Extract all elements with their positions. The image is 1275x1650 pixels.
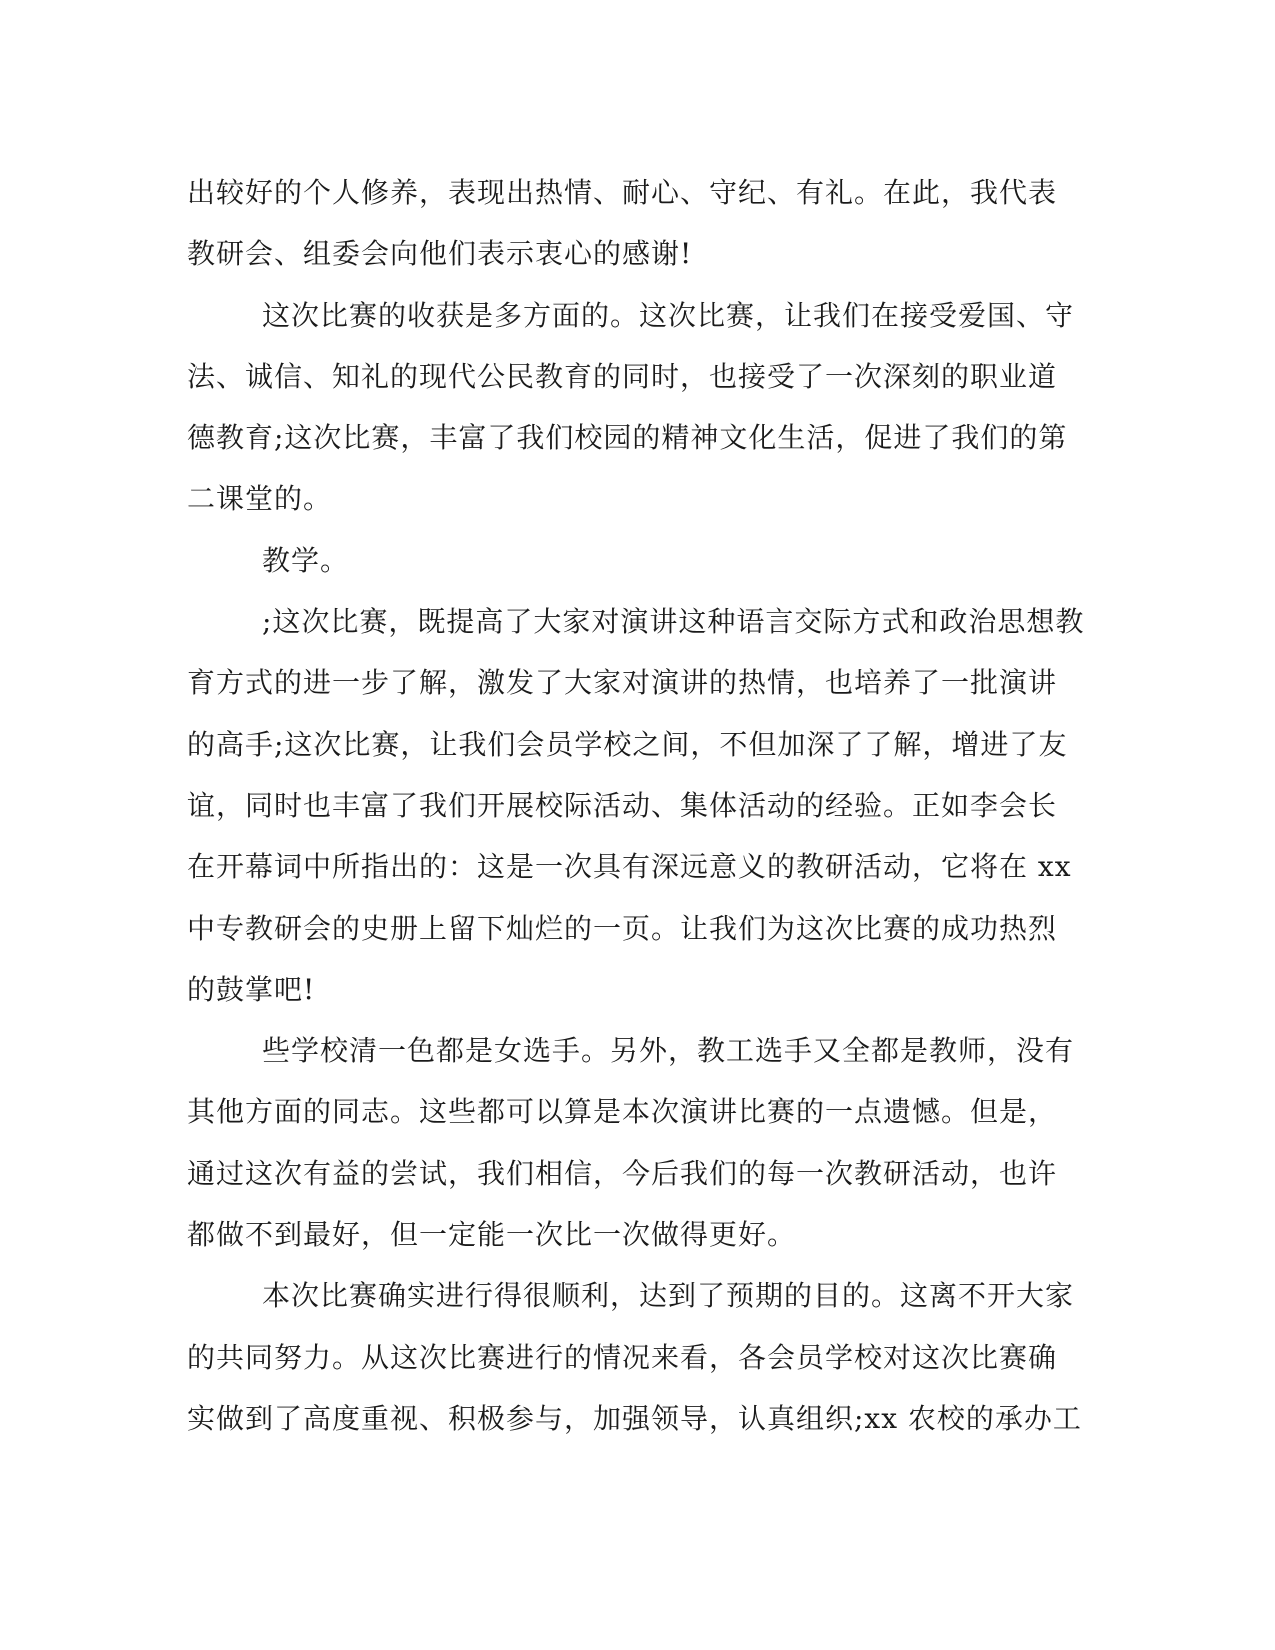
text-line: 都做不到最好，但一定能一次比一次做得更好。: [187, 1218, 797, 1252]
text-line: 本次比赛确实进行得很顺利，达到了预期的目的。这离不开大家: [262, 1279, 1075, 1313]
text-line: 中专教研会的史册上留下灿烂的一页。让我们为这次比赛的成功热烈: [187, 911, 1058, 945]
document-body: [187, 162, 1087, 1449]
text-line: 教学。: [262, 543, 350, 577]
paragraph: [187, 162, 1087, 285]
text-line: 出较好的个人修养，表现出热情、耐心、守纪、有礼。在此，我代表: [187, 176, 1058, 209]
paragraph: [187, 1020, 1087, 1265]
text-line: 教研会、组委会向他们表示衷心的感谢!: [187, 237, 693, 271]
text-line: ;这次比赛，既提高了大家对演讲这种语言交际方式和政治思想教: [262, 605, 1085, 639]
text-line: 育方式的进一步了解，激发了大家对演讲的热情，也培养了一批演讲: [187, 666, 1058, 700]
paragraph: [187, 530, 1087, 591]
text-line: 法、诚信、知礼的现代公民教育的同时，也接受了一次深刻的职业道: [187, 359, 1058, 393]
text-line: 德教育;这次比赛，丰富了我们校园的精神文化生活，促进了我们的第: [187, 421, 1068, 455]
paragraph: [187, 285, 1087, 530]
text-line: 其他方面的同志。这些都可以算是本次演讲比赛的一点遗憾。但是，: [187, 1095, 1058, 1129]
paragraph: [187, 1265, 1087, 1449]
text-line: 二课堂的。: [187, 482, 333, 516]
text-line: 这次比赛的收获是多方面的。这次比赛，让我们在接受爱国、守: [262, 298, 1075, 332]
text-line: 的共同努力。从这次比赛进行的情况来看，各会员学校对这次比赛确: [187, 1340, 1058, 1374]
text-line: 谊，同时也丰富了我们开展校际活动、集体活动的经验。正如李会长: [187, 788, 1058, 822]
text-line: 在开幕词中所指出的：这是一次具有深远意义的教研活动，它将在 xx: [187, 850, 1072, 884]
paragraph: [187, 591, 1087, 1020]
text-line: 实做到了高度重视、积极参与，加强领导，认真组织;xx 农校的承办工: [187, 1401, 1082, 1435]
text-line: 通过这次有益的尝试，我们相信，今后我们的每一次教研活动，也许: [187, 1156, 1058, 1190]
text-line: 些学校清一色都是女选手。另外，教工选手又全都是教师，没有: [262, 1034, 1075, 1068]
text-line: 的高手;这次比赛，让我们会员学校之间，不但加深了了解，增进了友: [187, 727, 1068, 761]
text-line: 的鼓掌吧!: [187, 972, 316, 1006]
